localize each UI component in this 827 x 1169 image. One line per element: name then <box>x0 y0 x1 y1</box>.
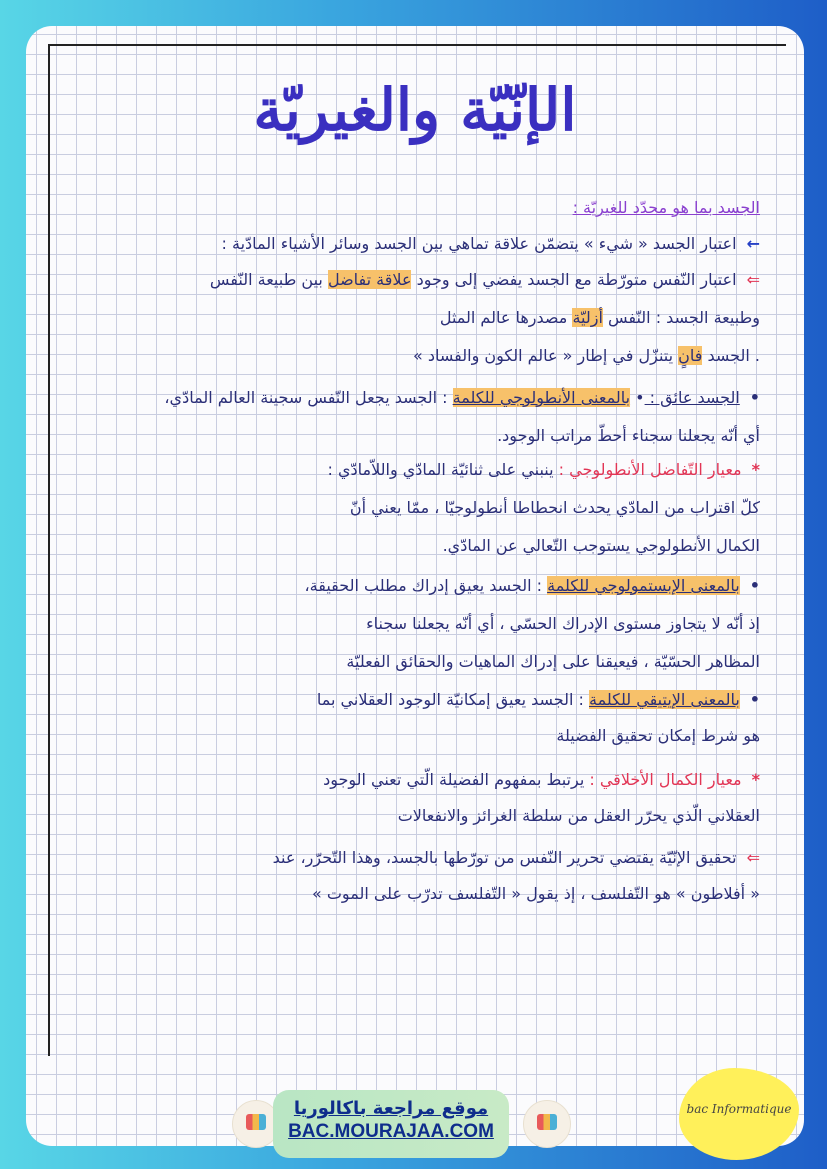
note-line <box>305 576 761 595</box>
note-text: الجسد عائق : <box>644 388 740 407</box>
note-text: إذ أنّه لا يتجاوز مستوى الإدراك الحسّي ، أي أنّه يجعلنا سجناء <box>366 614 760 633</box>
note-line <box>350 498 760 517</box>
note-text: يتنزّل في إطار « عالم الكون والفساد » <box>413 346 679 365</box>
note-text: وطبيعة الجسد : النّفس <box>602 308 760 327</box>
star-marker-icon: * <box>751 770 760 789</box>
note-line <box>573 198 760 217</box>
note-line <box>497 426 760 445</box>
note-line <box>556 726 760 745</box>
note-text: أزليّة <box>572 308 603 327</box>
bullet-icon: • <box>749 690 760 709</box>
note-text: علاقة تفاضل <box>327 270 412 289</box>
note-text: . الجسد <box>702 346 760 365</box>
note-text: أي أنّه يجعلنا سجناء أحطّ مراتب الوجود. <box>497 426 760 445</box>
notebook-page <box>26 26 804 1146</box>
note-text: المظاهر الحسّيّة ، فيعيقنا على إدراك الماهيات والحقائق الفعليّة <box>346 652 760 671</box>
note-line <box>440 308 760 327</box>
note-line <box>317 690 760 709</box>
star-marker-icon: * <box>751 460 760 479</box>
note-line <box>443 536 760 555</box>
note-line <box>312 884 760 903</box>
note-text: فانٍ <box>678 346 703 365</box>
note-text: كلّ اقتراب من المادّي يحدث انحطاطا أنطولوجيّا ، ممّا يعني أنّ <box>349 498 760 517</box>
note-line <box>413 346 760 365</box>
note-line <box>210 270 760 289</box>
note-text: : الجسد يعيق إدراك مطلب الحقيقة، <box>304 576 548 595</box>
note-text: هو شرط إمكان تحقيق الفضيلة <box>556 726 760 745</box>
note-line <box>323 770 760 789</box>
footer-site-url[interactable]: BAC.MOURAJAA.COM <box>288 1121 494 1142</box>
note-text: يرتبط بمفهوم الفضيلة الّتي تعني الوجود <box>323 770 590 789</box>
note-text: بالمعنى الأنطولوجي للكلمة <box>452 388 631 407</box>
note-text: « أفلاطون » هو التّفلسف ، إذ يقول « التّفلسف تدرّب على الموت » <box>311 884 760 903</box>
note-text: معيار التّفاضل الأنطولوجي : <box>558 460 742 479</box>
note-text: اعتبار النّفس متورّطة مع الجسد يفضي إلى وجود <box>411 270 737 289</box>
page-title: الإنّيّة والغيريّة <box>253 76 577 144</box>
arrow-icon: ⇐ <box>746 848 760 867</box>
bullet-icon: • <box>749 388 760 407</box>
note-text: تحقيق الإنّيّة يقتضي تحرير النّفس من تورّطها بالجسد، وهذا التّحرّر، عند <box>272 848 737 867</box>
note-text: • <box>630 388 645 407</box>
note-text: الجسد بما هو محدّد للغيريّة : <box>572 198 760 217</box>
note-line <box>328 460 761 479</box>
footer-site-name[interactable]: موقع مراجعة باكالوريا <box>293 1098 489 1119</box>
note-text: الكمال الأنطولوجي يستوجب التّعالي عن المادّي. <box>442 536 760 555</box>
note-text: : الجسد يجعل النّفس سجينة العالم المادّي، <box>164 388 453 407</box>
note-text: مصدرها عالم المثل <box>439 308 573 327</box>
note-line <box>164 388 760 407</box>
note-line <box>222 234 760 253</box>
bullet-icon: • <box>749 576 760 595</box>
arrow-icon: ⇐ <box>746 270 760 289</box>
note-text: بالمعنى الإبستمولوجي للكلمة <box>547 576 740 595</box>
note-line <box>398 806 760 825</box>
site-logo-right-icon <box>523 1100 571 1148</box>
badge-text: bac Informatique <box>686 1102 792 1116</box>
note-text: : الجسد يعيق إمكانيّة الوجود العقلاني بما <box>316 690 590 709</box>
note-text: معيار الكمال الأخلاقي : <box>589 770 742 789</box>
footer-site-banner[interactable] <box>273 1090 509 1158</box>
note-text: بالمعنى الإيتيقي للكلمة <box>589 690 740 709</box>
note-line <box>346 652 760 671</box>
arrow-icon: ← <box>746 234 760 253</box>
note-text: ينبني على ثنائيّة المادّي واللاّمادّي : <box>327 460 559 479</box>
note-text: العقلاني الّذي يحرّر العقل من سلطة الغرائز والانفعالات <box>397 806 760 825</box>
note-line <box>366 614 760 633</box>
note-text: بين طبيعة النّفس <box>209 270 328 289</box>
note-line <box>273 848 760 867</box>
note-text: اعتبار الجسد « شيء » يتضمّن علاقة تماهي بين الجسد وسائر الأشياء المادّية : <box>221 234 737 253</box>
